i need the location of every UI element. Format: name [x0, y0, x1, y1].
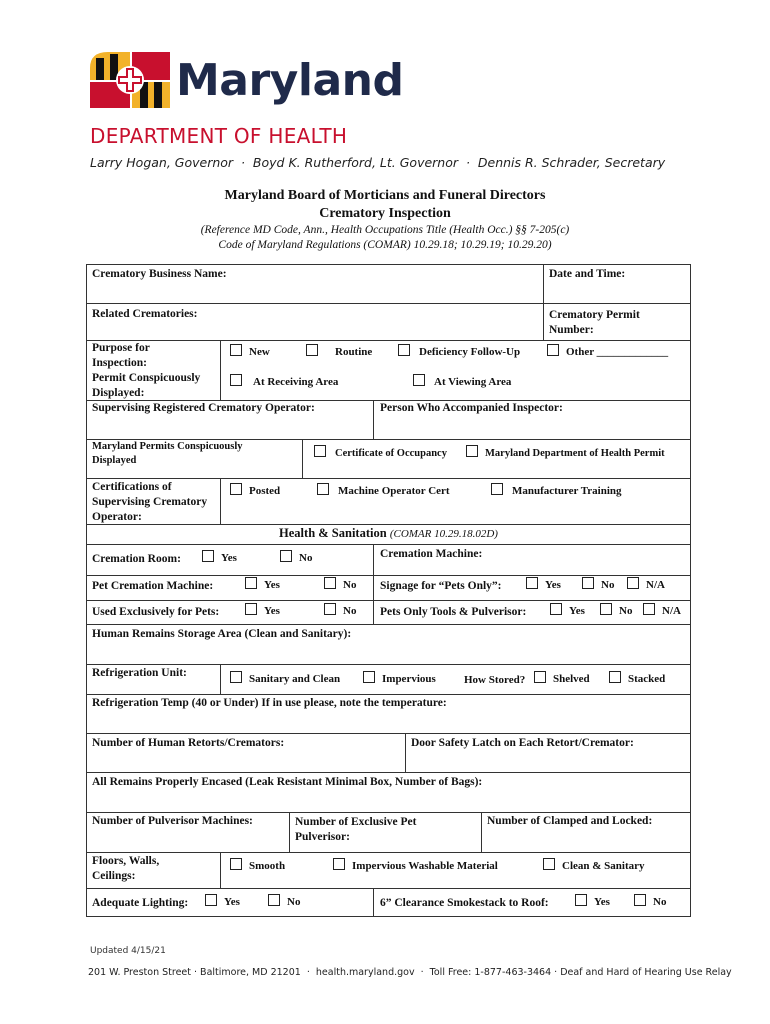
option-label: N/A	[646, 579, 665, 591]
health-sanitation-title: Health & Sanitation	[279, 526, 387, 540]
storage-area-label: Human Remains Storage Area (Clean and Sanitary):	[92, 628, 352, 640]
updated-date: Updated 4/15/21	[90, 946, 166, 956]
permit-number-label: Crematory Permit Number:	[549, 309, 640, 336]
signage-no-checkbox[interactable]	[582, 577, 614, 591]
checkbox-box[interactable]	[363, 671, 375, 683]
door-latch-label: Door Safety Latch on Each Retort/Cremator:	[411, 737, 634, 749]
option-label: Certificate of Occupancy	[335, 448, 447, 459]
purpose-label: Purpose for Inspection:	[92, 342, 150, 369]
option-label: At Viewing Area	[434, 376, 512, 388]
certs-posted-checkbox[interactable]	[230, 483, 280, 497]
checkbox-box[interactable]	[466, 445, 478, 457]
option-label: Impervious Washable Material	[352, 860, 498, 872]
checkbox-box[interactable]	[324, 577, 336, 589]
related-crematories-label: Related Crematories:	[92, 308, 198, 320]
maryland-flag-emblem	[90, 50, 172, 112]
checkbox-box[interactable]	[230, 374, 242, 386]
checkbox-box[interactable]	[306, 344, 318, 356]
pulverisor-count-label: Number of Pulverisor Machines:	[92, 815, 253, 827]
pet-machine-no-checkbox[interactable]	[324, 577, 356, 591]
signage-yes-checkbox[interactable]	[526, 577, 561, 591]
supervisor-field[interactable]	[92, 402, 315, 414]
option-label: Routine	[335, 346, 373, 358]
shelved-checkbox[interactable]	[534, 671, 590, 685]
officials-line: Larry Hogan, Governor · Boyd K. Rutherford, Lt. Governor · Dennis R. Schrader, Secretary	[90, 155, 666, 170]
option-label: Maryland Department of Health Permit	[485, 448, 665, 459]
option-label: No	[653, 896, 667, 908]
cremation-machine-label: Cremation Machine:	[380, 548, 483, 560]
option-label: Sanitary and Clean	[249, 673, 341, 685]
lighting-no-checkbox[interactable]	[268, 894, 300, 908]
option-label: Yes	[569, 605, 585, 617]
option-label: At Receiving Area	[253, 376, 339, 388]
clean-sanitary-checkbox[interactable]	[543, 858, 645, 872]
machine-operator-cert-checkbox[interactable]	[317, 483, 450, 497]
refrigeration-temp-label: Refrigeration Temp (40 or Under) If in use please, note the temperature:	[92, 697, 447, 709]
department-name: DEPARTMENT OF HEALTH	[90, 124, 348, 148]
checkbox-box[interactable]	[550, 603, 562, 615]
option-label: Yes	[594, 896, 610, 908]
option-label: Machine Operator Cert	[338, 485, 450, 497]
checkbox-box[interactable]	[643, 603, 655, 615]
purpose-other-checkbox[interactable]	[547, 344, 668, 358]
signage-label: Signage for “Pets Only”:	[380, 580, 502, 592]
health-sanitation-header	[86, 526, 691, 541]
lighting-label: Adequate Lighting:	[92, 897, 189, 909]
logo-wordmark: Maryland	[176, 55, 404, 106]
option-label: No	[343, 579, 357, 591]
used-exclusively-label: Used Exclusively for Pets:	[92, 606, 220, 618]
floors-label: Floors, Walls, Ceilings:	[92, 855, 160, 882]
door-latch-field[interactable]	[411, 737, 634, 749]
checkbox-box[interactable]	[634, 894, 646, 906]
pets-tools-na-checkbox[interactable]	[643, 603, 681, 617]
crematory-business-name-field[interactable]	[92, 268, 227, 280]
checkbox-box[interactable]	[413, 374, 425, 386]
checkbox-box[interactable]	[314, 445, 326, 457]
permit-displayed-label: Permit Conspicuously Displayed:	[92, 372, 201, 399]
md-permits-label: Maryland Permits Conspicuously Displayed	[92, 441, 243, 466]
footer-address: 201 W. Preston Street · Baltimore, MD 21201 · health.maryland.gov · Toll Free: 1-877-463-3464 · Deaf and Hard of Hearing Use Relay	[88, 967, 732, 978]
checkbox-box[interactable]	[205, 894, 217, 906]
option-label: Yes	[221, 552, 237, 564]
used-pets-yes-checkbox[interactable]	[245, 603, 280, 617]
checkbox-box[interactable]	[491, 483, 503, 495]
refrigeration-temp-field[interactable]	[92, 697, 447, 709]
checkbox-box[interactable]	[547, 344, 559, 356]
checkbox-box[interactable]	[245, 603, 257, 615]
checkbox-box[interactable]	[575, 894, 587, 906]
certificate-occupancy-checkbox[interactable]	[314, 445, 447, 459]
option-label: Yes	[545, 579, 561, 591]
option-label: N/A	[662, 605, 681, 617]
date-time-field[interactable]	[549, 268, 625, 280]
checkbox-box[interactable]	[324, 603, 336, 615]
encased-label: All Remains Properly Encased (Leak Resistant Minimal Box, Number of Bags):	[92, 776, 483, 788]
business-name-label: Crematory Business Name:	[92, 268, 227, 280]
viewing-area-checkbox[interactable]	[413, 374, 511, 388]
related-crematories-field[interactable]	[92, 308, 197, 320]
checkbox-box[interactable]	[280, 550, 292, 562]
exclusive-pet-field[interactable]	[295, 815, 465, 845]
option-label: Other _____________	[566, 346, 669, 358]
option-label: Manufacturer Training	[512, 485, 622, 497]
checkbox-box[interactable]	[230, 671, 242, 683]
storage-area-field[interactable]	[92, 628, 351, 640]
stacked-checkbox[interactable]	[609, 671, 665, 685]
option-label: Deficiency Follow-Up	[419, 346, 521, 358]
logo	[90, 50, 440, 112]
refrigeration-unit-label: Refrigeration Unit:	[92, 667, 187, 679]
pets-tools-no-checkbox[interactable]	[600, 603, 632, 617]
purpose-new-checkbox[interactable]	[230, 344, 270, 358]
option-label: Yes	[264, 579, 280, 591]
signage-na-checkbox[interactable]	[627, 577, 665, 591]
clamped-field[interactable]	[487, 815, 652, 827]
checkbox-box[interactable]	[526, 577, 538, 589]
option-label: Clean & Sanitary	[562, 860, 645, 872]
smooth-checkbox[interactable]	[230, 858, 285, 872]
option-label: New	[249, 346, 270, 358]
option-label: Stacked	[628, 673, 666, 685]
encased-field[interactable]	[92, 776, 482, 788]
pet-machine-yes-checkbox[interactable]	[245, 577, 280, 591]
retorts-label: Number of Human Retorts/Cremators:	[92, 737, 285, 749]
certifications-label: Certifications of Supervising Crematory Operator:	[92, 481, 208, 523]
checkbox-box[interactable]	[600, 603, 612, 615]
option-label: No	[343, 605, 357, 617]
pet-machine-label: Pet Cremation Machine:	[92, 580, 214, 592]
purpose-deficiency-checkbox[interactable]	[398, 344, 520, 358]
checkbox-box[interactable]	[245, 577, 257, 589]
checkbox-box[interactable]	[609, 671, 621, 683]
cremation-room-no-checkbox[interactable]	[280, 550, 312, 564]
option-label: No	[287, 896, 301, 908]
checkbox-box[interactable]	[230, 483, 242, 495]
purpose-routine-checkbox[interactable]	[306, 344, 372, 358]
accompanied-label: Person Who Accompanied Inspector:	[380, 402, 563, 414]
md-health-permit-checkbox[interactable]	[466, 445, 665, 459]
option-label: Smooth	[249, 860, 286, 872]
retorts-field[interactable]	[92, 737, 284, 749]
checkbox-box[interactable]	[317, 483, 329, 495]
reference-line-1: (Reference MD Code, Ann., Health Occupations Title (Health Occ.) §§ 7-205(c)	[200, 224, 570, 236]
option-label: Yes	[224, 896, 240, 908]
permit-number-field[interactable]	[549, 308, 679, 338]
clearance-yes-checkbox[interactable]	[575, 894, 610, 908]
option-label: Shelved	[553, 673, 590, 685]
exclusive-pet-label: Number of Exclusive Pet Pulverisor:	[295, 816, 417, 843]
clearance-no-checkbox[interactable]	[634, 894, 666, 908]
pulverisor-count-field[interactable]	[92, 815, 253, 827]
used-pets-no-checkbox[interactable]	[324, 603, 356, 617]
option-label: No	[601, 579, 615, 591]
checkbox-box[interactable]	[202, 550, 214, 562]
option-label: Yes	[264, 605, 280, 617]
clamped-label: Number of Clamped and Locked:	[487, 815, 653, 827]
cremation-room-yes-checkbox[interactable]	[202, 550, 237, 564]
accompanied-field[interactable]	[380, 402, 563, 414]
form-title: Maryland Board of Morticians and Funeral Directors	[224, 188, 546, 203]
health-sanitation-ref: (COMAR 10.29.18.02D)	[389, 528, 498, 540]
date-time-label: Date and Time:	[549, 268, 626, 280]
sanitary-clean-checkbox[interactable]	[230, 671, 340, 685]
pets-tools-label: Pets Only Tools & Pulverisor:	[380, 606, 527, 618]
form-subtitle: Crematory Inspection	[319, 206, 451, 221]
checkbox-box[interactable]	[230, 858, 242, 870]
option-label: Impervious	[382, 673, 436, 685]
clearance-label: 6” Clearance Smokestack to Roof:	[380, 897, 549, 909]
checkbox-box[interactable]	[230, 344, 242, 356]
pets-tools-yes-checkbox[interactable]	[550, 603, 585, 617]
checkbox-box[interactable]	[534, 671, 546, 683]
option-label: Posted	[249, 485, 281, 497]
manufacturer-training-checkbox[interactable]	[491, 483, 622, 497]
cremation-room-label: Cremation Room:	[92, 553, 181, 565]
option-label: No	[619, 605, 633, 617]
checkbox-box[interactable]	[333, 858, 345, 870]
impervious-washable-checkbox[interactable]	[333, 858, 498, 872]
reference-line-2: Code of Maryland Regulations (COMAR) 10.29.18; 10.29.19; 10.29.20)	[218, 239, 552, 251]
checkbox-box[interactable]	[268, 894, 280, 906]
impervious-checkbox[interactable]	[363, 671, 436, 685]
supervisor-label: Supervising Registered Crematory Operator:	[92, 402, 315, 414]
lighting-yes-checkbox[interactable]	[205, 894, 240, 908]
checkbox-box[interactable]	[398, 344, 410, 356]
how-stored-label: How Stored?	[464, 674, 526, 686]
checkbox-box[interactable]	[543, 858, 555, 870]
option-label: No	[299, 552, 313, 564]
checkbox-box[interactable]	[627, 577, 639, 589]
checkbox-box[interactable]	[582, 577, 594, 589]
receiving-area-checkbox[interactable]	[230, 374, 338, 388]
